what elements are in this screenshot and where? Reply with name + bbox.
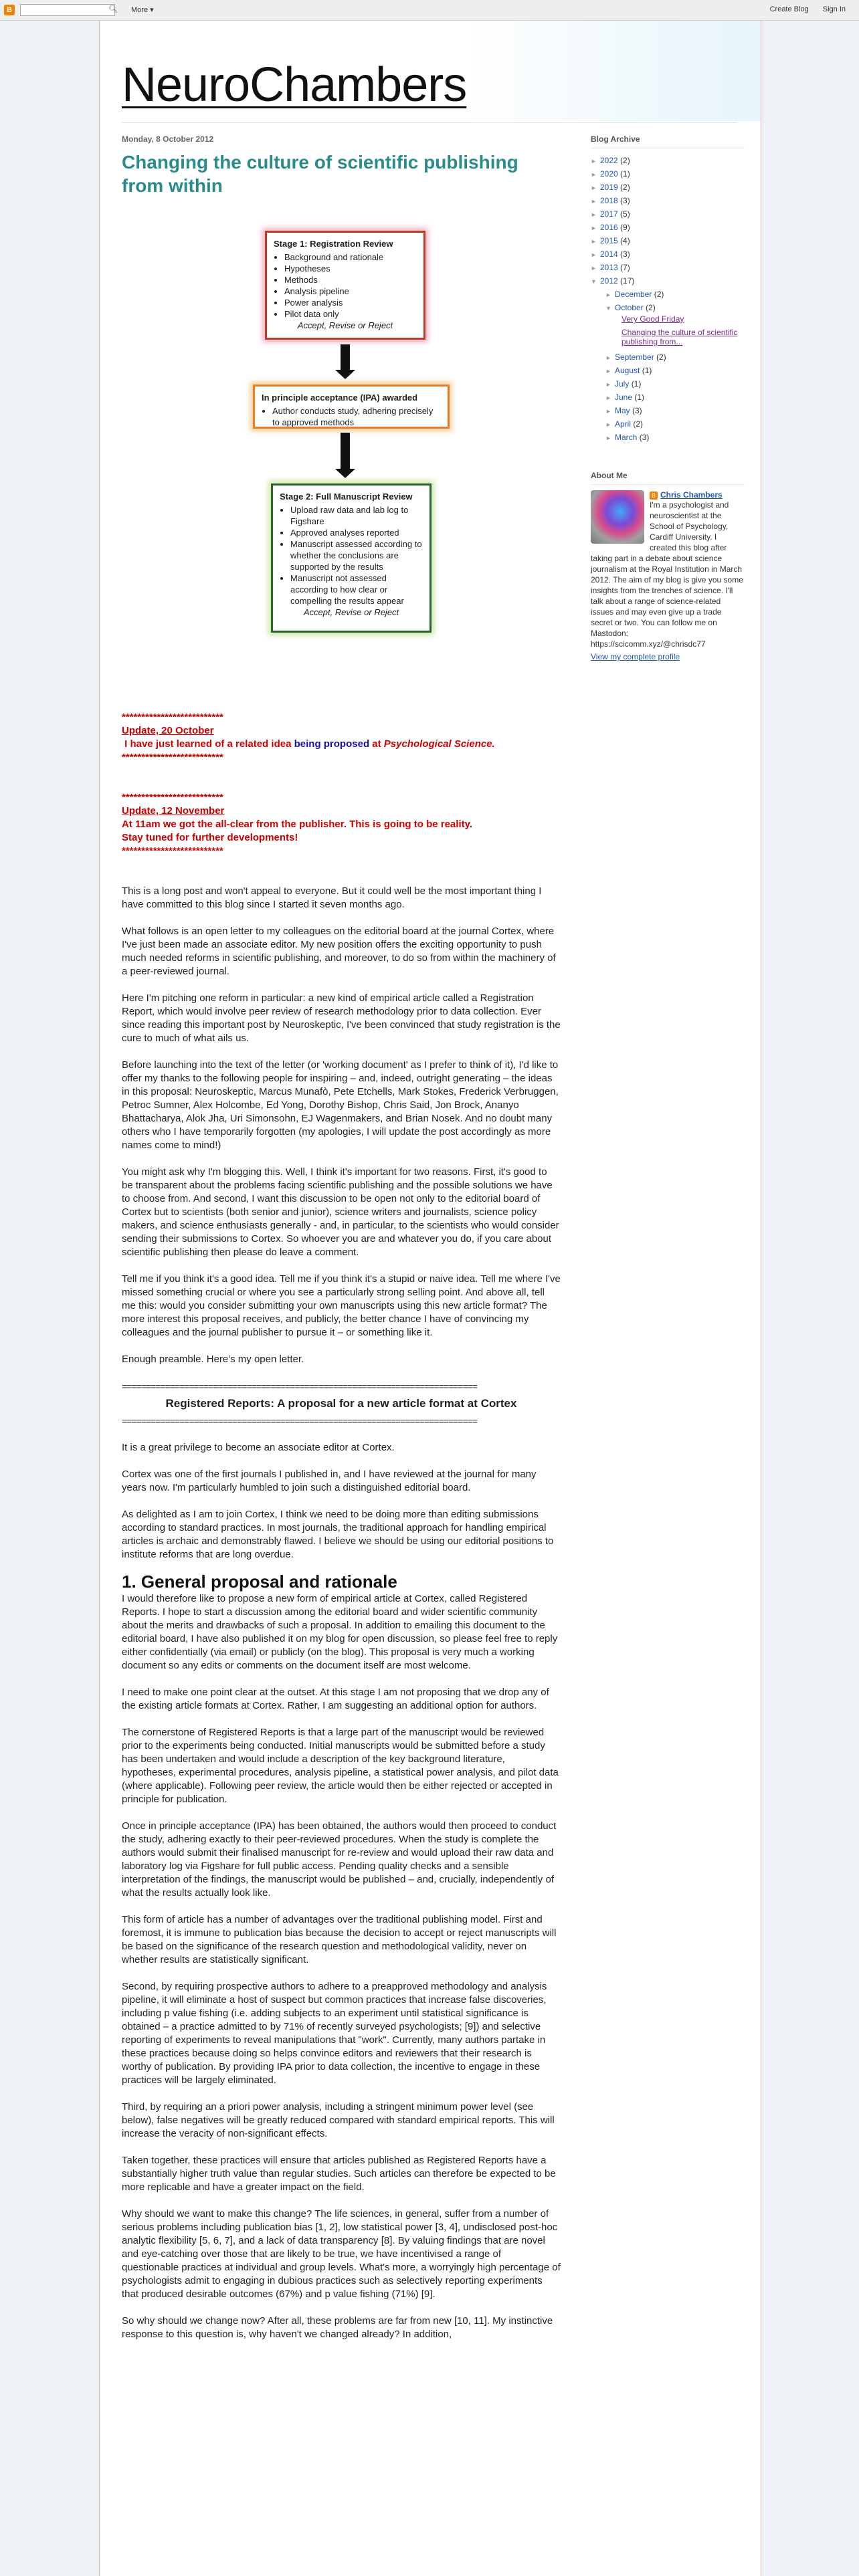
list-item: • Hypotheses [284,263,417,274]
expand-arrow-icon[interactable]: ► [605,354,611,361]
blog-title[interactable]: NeuroChambers [122,58,467,112]
about-name-link[interactable]: Chris Chambers [660,490,723,500]
page-frame [99,21,761,2576]
expand-arrow-icon[interactable]: ► [591,251,597,258]
paragraph: It is a great privilege to become an associate editor at Cortex. [122,1442,395,1453]
expand-arrow-icon[interactable]: ► [605,292,611,298]
archive-year-2018[interactable]: ► 2018 (3) [591,194,745,207]
archive-year-2022[interactable]: ► 2022 (2) [591,154,745,167]
expand-arrow-icon[interactable]: ► [591,238,597,245]
list-item: • Manuscript not assessed according to how clear or compelling the results appear [290,572,423,607]
list-item: • Approved analyses reported [290,527,423,538]
archive-year-2013[interactable]: ► 2013 (7) [591,261,745,274]
blog-archive-list [591,154,745,444]
list-item: • Upload raw data and lab log to Figshare [290,504,423,527]
archive-post-link[interactable]: Changing the culture of scientific publishing from... [622,328,738,346]
stars-divider: ************************** [122,752,223,763]
paragraph: Cortex was one of the first journals I published in, and I have reviewed at the journal for many years now. I'm particularly humbled to join such a distinguished editorial board. [122,1469,537,1493]
expand-arrow-icon[interactable]: ► [605,368,611,374]
stage-ipa-list [262,405,441,428]
archive-month-october[interactable]: ▼ October (2) [591,301,745,314]
about-me-heading: About Me [591,471,745,485]
collapse-arrow-icon[interactable]: ▼ [605,305,611,312]
update-1-text: I have just learned of a related idea being proposed at Psychological Science. [124,738,495,750]
navbar-search-input[interactable] [20,4,115,16]
being-proposed-link[interactable]: being proposed [294,738,370,750]
stage-1-box [265,231,425,340]
archive-year-2019[interactable]: ► 2019 (2) [591,181,745,194]
stage-2-box [271,484,432,633]
expand-arrow-icon[interactable]: ► [605,408,611,415]
create-blog-link[interactable]: Create Blog [769,5,809,13]
paragraph: Before launching into the text of the letter (or 'working document' as I prefer to think of it), I'd like to offer my thanks to the following people for inspiring – and, indeed, outright generating – the ideas in this proposal: Neuroskeptic, Marcus Munafò, Pete Etchells, Mark Stokes, Frederick Verbruggen, Petroc Sumner, Alex Holcombe, Ed Yong, Dorothy Bishop, Chris Said, Jon Brock, Ananyo Bhattacharya, Alok Jha, Uri Simonsohn, EJ Wagenmakers, and Brian Nosek. And no doubt many others who I have temporarily forgotten (my apologies, I will update the post accordingly as more names come to mind!) [122,1059,559,1151]
update-12-november [122,791,561,858]
update-2-line-2: Stay tuned for further developments! [122,832,298,843]
section-heading: 1. General proposal and rationale [122,1572,397,1592]
archive-year-2020[interactable]: ► 2020 (1) [591,167,745,181]
expand-arrow-icon[interactable]: ► [605,421,611,428]
about-text: I'm a psychologist and neuroscientist at the School of Psychology, Cardiff University. I created this blog after taking part in a debate about science journalism at the Royal Institution in March 2012. The aim of my blog is give you some insights from the trenches of science. I'll talk about a range of science-related issues and may even give up a trade secret or two. You can follow me on Mastodon: https://scicomm.xyz/@chrisdc77 [591,500,743,649]
paragraph: So why should we change now? After all, these problems are far from new [10, 11]. My instinctive response to this question is, why haven't we changed already? In addition, [122,2315,553,2340]
archive-year-2015[interactable]: ► 2015 (4) [591,234,745,247]
post-title: Changing the culture of scientific publishing from within [122,152,518,196]
paragraph: This is a long post and won't appeal to everyone. But it could well be the most important thing I have committed to this blog since I started it seven months ago. [122,885,542,910]
stage-ipa-box [253,385,450,429]
list-item: • Background and rationale [284,251,417,263]
archive-month-june[interactable]: ► June (1) [591,391,745,404]
archive-month-april[interactable]: ► April (2) [591,417,745,431]
search-icon[interactable]: 🔍︎ [108,5,118,13]
archive-month-august[interactable]: ► August (1) [591,364,745,377]
post-body [122,885,561,2341]
archive-year-2016[interactable]: ► 2016 (9) [591,221,745,234]
archive-month-december[interactable]: ► December (2) [591,288,745,301]
paragraph: Second, by requiring prospective authors to adhere to a preapproved methodology and analysis pipeline, it will eliminate a host of suspect but common practices that increase false discoveries, including p value fishing (i.e. adding subjects to an experiment until statistical significance is obtained – a practice admitted to by 71% of recently surveyed psychologists; [9]) and selective reporting of experiments to reveal manipulations that "work". Currently, many authors partake in these practices because doing so helps convince editors and reviewers that their research is worthy of publication. By providing IPA prior to data collection, the incentive to engage in these practices will be largely eliminated. [122,1981,547,2086]
navbar-more-menu[interactable]: More ▾ [131,6,154,14]
paragraph: This form of article has a number of advantages over the traditional publishing model. First and foremost, it is immune to publication bias because the decision to accept or reject manuscripts will be based on the significance of the research question and methodological validity, never on whether results are statistically significant. [122,1914,557,1965]
equals-divider: ========================================================================== [122,1381,478,1392]
archive-month-september[interactable]: ► September (2) [591,350,745,364]
expand-arrow-icon[interactable]: ► [591,158,597,165]
down-arrow-icon [341,344,350,371]
list-item: • Power analysis [284,297,417,308]
archive-month-july[interactable]: ► July (1) [591,377,745,391]
equals-divider: ========================================================================== [122,1416,478,1426]
expand-arrow-icon[interactable]: ► [591,211,597,218]
archive-month-may[interactable]: ► May (3) [591,404,745,417]
expand-arrow-icon[interactable]: ► [591,185,597,191]
main-column [122,134,561,2355]
paragraph: I would therefore like to propose a new form of empirical article at Cortex, called Registered Reports. I hope to start a discussion among the editorial board and wider scientific community about the merits and drawbacks of such a proposal. In addition to emailing this document to the editorial board, I have also published it on my blog for open discussion, so please feel free to reply either confidentially (via email) or publicly (on the blog). This proposal is very much a working document so any edits or comments on the document itself are most welcome. [122,1593,558,1671]
update-20-october [122,711,561,764]
avatar[interactable] [591,490,644,544]
expand-arrow-icon[interactable]: ► [605,435,611,441]
stars-divider: ************************** [122,712,223,723]
view-profile-link[interactable]: View my complete profile [591,652,680,661]
list-item: • Author conducts study, adhering precisely to approved methods [272,405,441,428]
paragraph: Here I'm pitching one reform in particular: a new kind of empirical article called a Registration Report, which would involve peer review of research methodology prior to data collection. Ever since reading this important post by Neuroskeptic, I've been convinced that study registration is the cure to much of what ails us. [122,992,561,1044]
collapse-arrow-icon[interactable]: ▼ [591,278,597,285]
stage-2-list [280,504,423,607]
title-divider [122,122,737,123]
blogger-profile-icon: B [650,492,658,500]
paragraph: The cornerstone of Registered Reports is that a large part of the manuscript would be reviewed prior to the experiments being conducted. Initial manuscripts would be submitted before a study has been undertaken and would include a description of the key background literature, hypotheses, experimental procedures, analysis pipeline, a statistical power analysis, and pilot data (where applicable). Following peer review, the article would then be either rejected or accepted in principle for publication. [122,1727,559,1805]
paragraph: Third, by requiring an a priori power analysis, including a stringent minimum power level (see below), false negatives will be greatly reduced compared with standard empirical reports. This will increase the veracity of non-significant effects. [122,2101,555,2139]
blog-archive-heading: Blog Archive [591,134,745,148]
paragraph: Tell me if you think it's a good idea. Tell me if you think it's a stupid or naive idea. Tell me where I've missed something crucial or where you see a particularly strong selling point. And above all, tell me this: would you consider submitting your own manuscripts using this new article format? The more interest this proposal receives, and publicly, the better chance I have of convincing my colleagues and the journal publisher to pursue it – or something like it. [122,1273,561,1338]
paragraph: I need to make one point clear at the outset. At this stage I am not proposing that we drop any of the existing article formats at Cortex. Rather, I am suggesting an additional option for authors. [122,1687,549,1711]
stage-2-note: Accept, Revise or Reject [303,607,399,617]
expand-arrow-icon[interactable]: ► [591,225,597,231]
list-item: • Methods [284,274,417,286]
process-diagram [122,231,561,699]
expand-arrow-icon[interactable]: ► [591,265,597,272]
update-2-line-1: At 11am we got the all-clear from the publisher. This is going to be reality. [122,819,472,830]
stage-1-list [274,251,417,320]
paragraph: What follows is an open letter to my colleagues on the editorial board at the journal Cortex, where I've just been made an associate editor. My new position offers the exciting opportunity to push much needed reforms in scientific publishing, and moreover, to do so from within the machinery of a peer-reviewed journal. [122,926,556,977]
paragraph: Why should we want to make this change? The life sciences, in general, suffer from a number of serious problems including publication bias [1, 2], low statistical power [3, 4], undisclosed post-hoc analytic flexibility [5, 6, 7], and a lack of data transparency [8]. By valuing findings that are novel and eye-catching over those that are likely to be true, we have incentivised a range of questionable practices at individual and group levels. What's more, a worryingly high percentage of psychologists admit to engaging in dubious practices such as selectively reporting experiments that produced desirable outcomes (67%) and p value fishing (71%) [9]. [122,2208,561,2300]
sign-in-link[interactable]: Sign In [822,5,846,13]
stage-ipa-title: In principle acceptance (IPA) awarded [262,393,418,403]
archive-year-2012[interactable]: ▼ 2012 (17) [591,274,745,288]
archive-month-march[interactable]: ► March (3) [591,431,745,444]
stage-1-note: Accept, Revise or Reject [297,320,393,330]
paragraph: Taken together, these practices will ensure that articles published as Registered Reports have a substantially higher truth value than regular studies. Such articles can therefore be expected to be more replicable and have a greater impact on the field. [122,2155,556,2193]
navbar-right-links [758,5,846,13]
stars-divider: ************************** [122,792,223,803]
blogger-navbar [0,0,859,21]
paragraph: You might ask why I'm blogging this. Well, I think it's important for two reasons. First, it's good to be transparent about the problems facing scientific publishing and the possible solutions we have to choose from. And second, I want this discussion to be open not only to the editorial board of Cortex but to scientists (both senior and junior), science writers and journalists, science policy makers, and science enthusiasts generally - and, in particular, to the scientists who would consider sending their submissions to Cortex. So whoever you are and whatever you do, if you care about scientific publishing then please do leave a comment. [122,1166,559,1258]
down-arrow-icon [341,433,350,470]
update-2-label: Update, 12 November [122,805,225,817]
update-1-label: Update, 20 October [122,725,214,736]
letter-title: Registered Reports: A proposal for a new article format at Cortex [165,1397,517,1410]
expand-arrow-icon[interactable]: ► [605,395,611,401]
sidebar [591,134,745,661]
expand-arrow-icon[interactable]: ► [591,171,597,178]
expand-arrow-icon[interactable]: ► [591,198,597,205]
list-item: • Analysis pipeline [284,286,417,297]
stage-1-title: Stage 1: Registration Review [274,239,393,249]
post-date: Monday, 8 October 2012 [122,134,214,144]
stage-2-title: Stage 2: Full Manuscript Review [280,492,413,502]
about-me-widget [591,471,745,661]
archive-year-2014[interactable]: ► 2014 (3) [591,247,745,261]
list-item: • Manuscript assessed according to whether the conclusions are supported by the results [290,538,423,572]
paragraph: Once in principle acceptance (IPA) has been obtained, the authors would then proceed to conduct the study, adhering exactly to their peer-reviewed procedures. When the study is complete the authors would submit their finalised manuscript for re-review and would upload their raw data and laboratory log via Figshare for full public access. Pending quality checks and a sensible interpretation of the findings, the manuscript would be published – and, crucially, independently of what the results actually look like. [122,1820,557,1899]
archive-year-2017[interactable]: ► 2017 (5) [591,207,745,221]
paragraph: Enough preamble. Here's my open letter. [122,1354,304,1365]
stars-divider: ************************** [122,845,223,857]
paragraph: As delighted as I am to join Cortex, I think we need to be doing more than editing submissions according to standard practices. In most journals, the traditional approach for handling empirical articles is archaic and demonstrably flawed. I believe we should be using our editorial positions to institute reforms that are long overdue. [122,1509,554,1560]
expand-arrow-icon[interactable]: ► [605,381,611,388]
blogger-logo-icon[interactable]: B [4,5,15,15]
archive-post-link[interactable]: Very Good Friday [622,314,684,324]
list-item: • Pilot data only [284,308,417,320]
